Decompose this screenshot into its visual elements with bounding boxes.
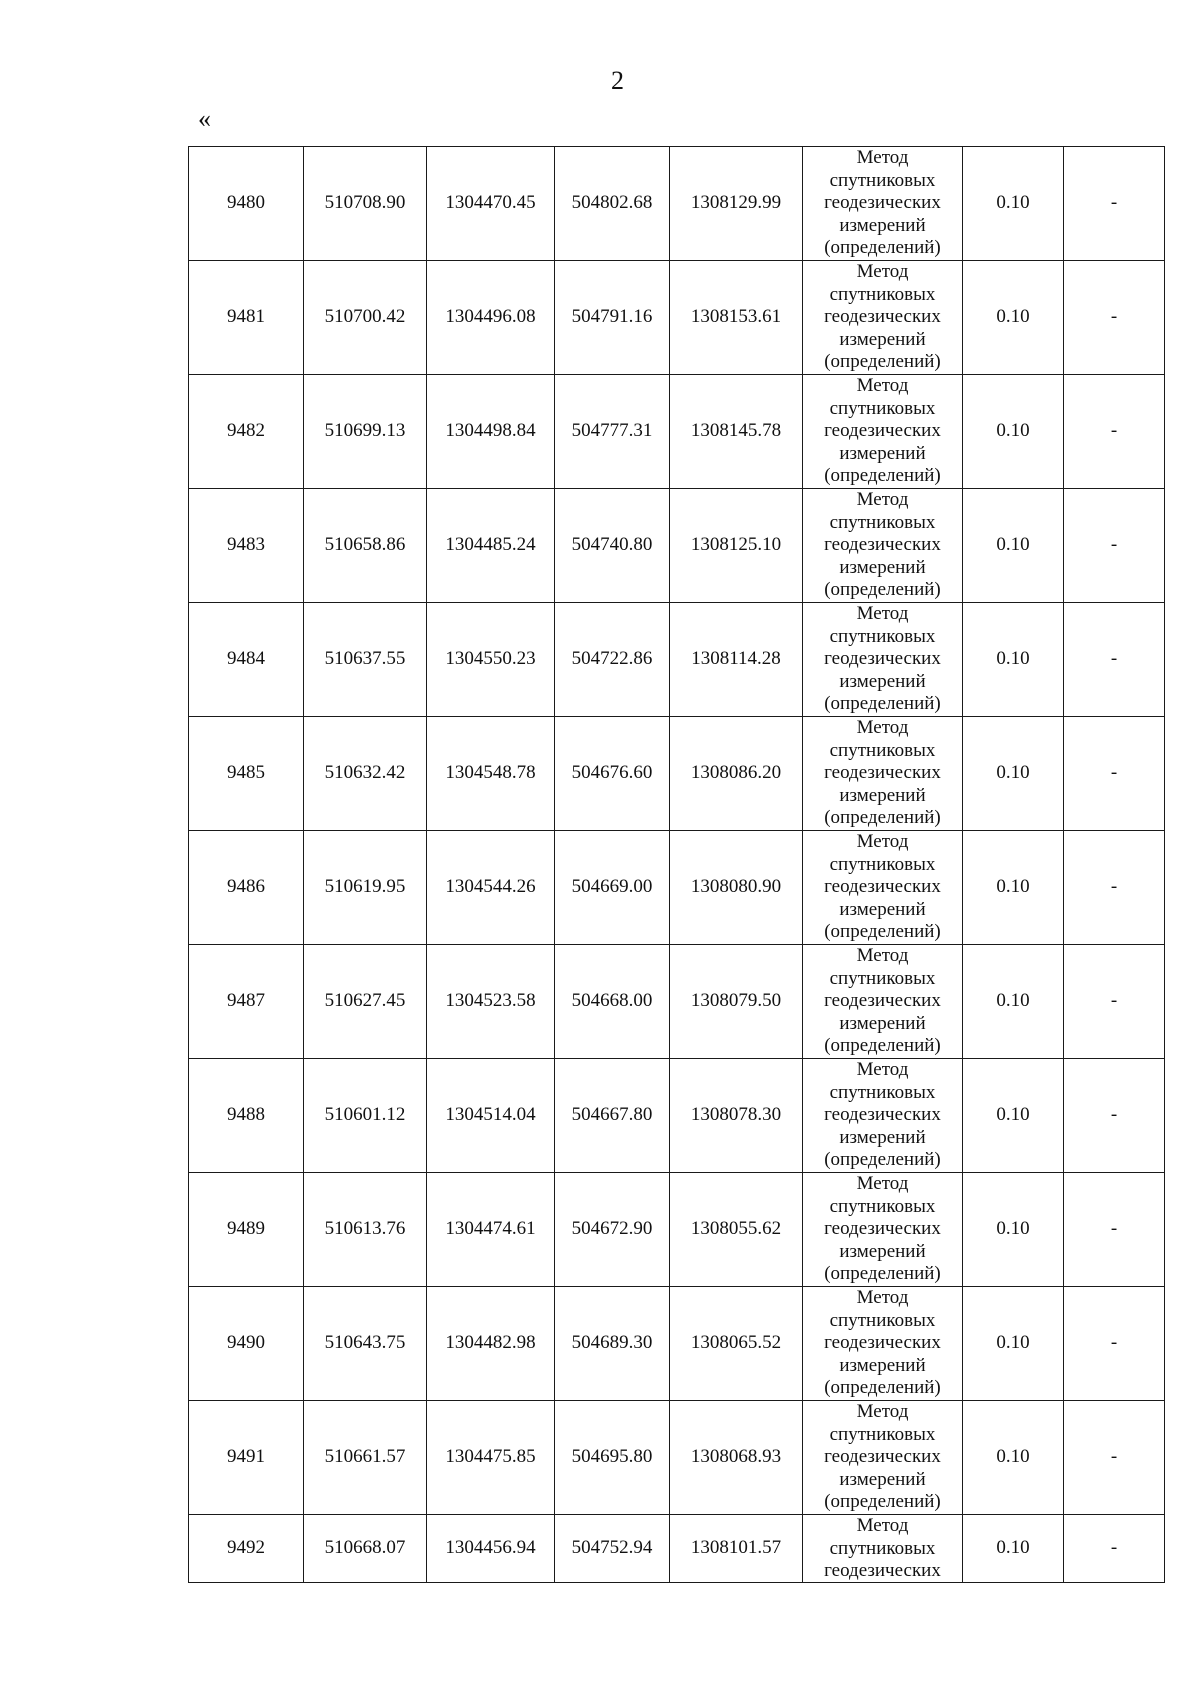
accuracy-cell: 0.10	[963, 603, 1064, 717]
x-coordinate-cell: 510627.45	[304, 945, 427, 1059]
method-line: Метод	[856, 831, 909, 853]
method-line: спутниковых	[829, 853, 936, 875]
y-coordinate-new-cell: 1308125.10	[670, 489, 803, 603]
y-coordinate-new-cell: 1308055.62	[670, 1173, 803, 1287]
method-line: измерений	[839, 784, 926, 806]
method-cell	[803, 831, 963, 945]
method-line: Метод	[856, 1401, 909, 1423]
method-cell	[803, 603, 963, 717]
note-cell: -	[1064, 1515, 1165, 1583]
table-row	[189, 945, 1165, 1059]
opening-quote-mark: «	[198, 104, 211, 133]
table-body	[189, 147, 1165, 1583]
accuracy-cell: 0.10	[963, 945, 1064, 1059]
method-cell	[803, 375, 963, 489]
x-coordinate-cell: 510632.42	[304, 717, 427, 831]
x-coordinate-cell: 510643.75	[304, 1287, 427, 1401]
note-cell: -	[1064, 147, 1165, 261]
method-line: (определений)	[824, 465, 941, 487]
method-line: измерений	[839, 1354, 926, 1376]
point-number-cell: 9488	[189, 1059, 304, 1173]
x-coordinate-cell: 510661.57	[304, 1401, 427, 1515]
accuracy-cell: 0.10	[963, 1515, 1064, 1583]
method-cell	[803, 1173, 963, 1287]
y-coordinate-cell: 1304550.23	[427, 603, 555, 717]
y-coordinate-cell: 1304470.45	[427, 147, 555, 261]
note-cell: -	[1064, 945, 1165, 1059]
accuracy-cell: 0.10	[963, 375, 1064, 489]
method-line: измерений	[839, 1012, 926, 1034]
y-coordinate-new-cell: 1308145.78	[670, 375, 803, 489]
method-line: (определений)	[824, 1491, 941, 1513]
method-line: измерений	[839, 328, 926, 350]
note-cell: -	[1064, 1287, 1165, 1401]
y-coordinate-new-cell: 1308078.30	[670, 1059, 803, 1173]
method-line: измерений	[839, 1468, 926, 1490]
y-coordinate-cell: 1304523.58	[427, 945, 555, 1059]
table-row	[189, 147, 1165, 261]
x-coordinate-new-cell: 504777.31	[555, 375, 670, 489]
method-line: геодезических	[824, 1104, 941, 1126]
method-line: измерений	[839, 556, 926, 578]
y-coordinate-cell: 1304548.78	[427, 717, 555, 831]
method-line: геодезических	[824, 1446, 941, 1468]
table-row	[189, 603, 1165, 717]
method-line: измерений	[839, 1126, 926, 1148]
y-coordinate-cell: 1304544.26	[427, 831, 555, 945]
note-cell: -	[1064, 375, 1165, 489]
method-cell	[803, 261, 963, 375]
method-line: Метод	[856, 147, 909, 169]
point-number-cell: 9487	[189, 945, 304, 1059]
point-number-cell: 9491	[189, 1401, 304, 1515]
method-line: спутниковых	[829, 967, 936, 989]
y-coordinate-cell: 1304496.08	[427, 261, 555, 375]
method-cell	[803, 717, 963, 831]
y-coordinate-cell: 1304485.24	[427, 489, 555, 603]
y-coordinate-new-cell: 1308065.52	[670, 1287, 803, 1401]
method-line: спутниковых	[829, 1081, 936, 1103]
point-number-cell: 9485	[189, 717, 304, 831]
accuracy-cell: 0.10	[963, 717, 1064, 831]
x-coordinate-cell: 510601.12	[304, 1059, 427, 1173]
method-line: измерений	[839, 670, 926, 692]
table-row	[189, 1287, 1165, 1401]
x-coordinate-cell: 510658.86	[304, 489, 427, 603]
x-coordinate-new-cell: 504672.90	[555, 1173, 670, 1287]
y-coordinate-cell: 1304482.98	[427, 1287, 555, 1401]
x-coordinate-cell: 510619.95	[304, 831, 427, 945]
point-number-cell: 9483	[189, 489, 304, 603]
x-coordinate-new-cell: 504676.60	[555, 717, 670, 831]
y-coordinate-cell: 1304514.04	[427, 1059, 555, 1173]
method-line: (определений)	[824, 1149, 941, 1171]
x-coordinate-cell: 510637.55	[304, 603, 427, 717]
method-line: геодезических	[824, 648, 941, 670]
method-line: спутниковых	[829, 1309, 936, 1331]
note-cell: -	[1064, 261, 1165, 375]
point-number-cell: 9492	[189, 1515, 304, 1583]
point-number-cell: 9489	[189, 1173, 304, 1287]
y-coordinate-cell: 1304474.61	[427, 1173, 555, 1287]
method-line: (определений)	[824, 1263, 941, 1285]
method-line: геодезических	[824, 306, 941, 328]
accuracy-cell: 0.10	[963, 489, 1064, 603]
method-line: спутниковых	[829, 169, 936, 191]
table-row	[189, 489, 1165, 603]
x-coordinate-new-cell: 504689.30	[555, 1287, 670, 1401]
accuracy-cell: 0.10	[963, 1401, 1064, 1515]
table-row	[189, 1515, 1165, 1583]
y-coordinate-new-cell: 1308068.93	[670, 1401, 803, 1515]
method-line: (определений)	[824, 579, 941, 601]
method-line: спутниковых	[829, 283, 936, 305]
y-coordinate-cell: 1304456.94	[427, 1515, 555, 1583]
point-number-cell: 9480	[189, 147, 304, 261]
x-coordinate-new-cell: 504667.80	[555, 1059, 670, 1173]
accuracy-cell: 0.10	[963, 147, 1064, 261]
method-line: Метод	[856, 1173, 909, 1195]
method-line: геодезических	[824, 1218, 941, 1240]
x-coordinate-new-cell: 504791.16	[555, 261, 670, 375]
table-row	[189, 1401, 1165, 1515]
method-line: геодезических	[824, 1332, 941, 1354]
method-cell	[803, 1515, 963, 1583]
y-coordinate-new-cell: 1308079.50	[670, 945, 803, 1059]
y-coordinate-new-cell: 1308080.90	[670, 831, 803, 945]
coordinates-table	[188, 146, 1165, 1583]
method-cell	[803, 1287, 963, 1401]
y-coordinate-cell: 1304475.85	[427, 1401, 555, 1515]
method-line: спутниковых	[829, 625, 936, 647]
accuracy-cell: 0.10	[963, 1059, 1064, 1173]
method-line: (определений)	[824, 807, 941, 829]
table-row	[189, 717, 1165, 831]
method-line: Метод	[856, 261, 909, 283]
method-line: геодезических	[824, 420, 941, 442]
method-line: Метод	[856, 1059, 909, 1081]
method-line: спутниковых	[829, 397, 936, 419]
x-coordinate-new-cell: 504669.00	[555, 831, 670, 945]
point-number-cell: 9482	[189, 375, 304, 489]
method-line: измерений	[839, 898, 926, 920]
method-line: геодезических	[824, 192, 941, 214]
method-line: (определений)	[824, 1035, 941, 1057]
method-line: (определений)	[824, 921, 941, 943]
x-coordinate-cell: 510668.07	[304, 1515, 427, 1583]
method-line: (определений)	[824, 351, 941, 373]
method-cell	[803, 489, 963, 603]
method-line: спутниковых	[829, 511, 936, 533]
point-number-cell: 9490	[189, 1287, 304, 1401]
x-coordinate-new-cell: 504740.80	[555, 489, 670, 603]
method-line: Метод	[856, 489, 909, 511]
y-coordinate-new-cell: 1308114.28	[670, 603, 803, 717]
y-coordinate-cell: 1304498.84	[427, 375, 555, 489]
note-cell: -	[1064, 717, 1165, 831]
note-cell: -	[1064, 1173, 1165, 1287]
method-line: (определений)	[824, 693, 941, 715]
method-line: (определений)	[824, 1377, 941, 1399]
x-coordinate-cell: 510613.76	[304, 1173, 427, 1287]
point-number-cell: 9481	[189, 261, 304, 375]
y-coordinate-new-cell: 1308101.57	[670, 1515, 803, 1583]
accuracy-cell: 0.10	[963, 1287, 1064, 1401]
page-number: 2	[611, 66, 624, 95]
method-line: геодезических	[824, 990, 941, 1012]
method-line: спутниковых	[829, 739, 936, 761]
method-line: измерений	[839, 214, 926, 236]
accuracy-cell: 0.10	[963, 1173, 1064, 1287]
note-cell: -	[1064, 1401, 1165, 1515]
point-number-cell: 9486	[189, 831, 304, 945]
method-line: геодезических	[824, 876, 941, 898]
y-coordinate-new-cell: 1308086.20	[670, 717, 803, 831]
x-coordinate-cell: 510708.90	[304, 147, 427, 261]
method-line: спутниковых	[829, 1195, 936, 1217]
method-cell	[803, 945, 963, 1059]
method-cell	[803, 1059, 963, 1173]
table-row	[189, 261, 1165, 375]
point-number-cell: 9484	[189, 603, 304, 717]
method-line: геодезических	[824, 534, 941, 556]
note-cell: -	[1064, 1059, 1165, 1173]
method-line: Метод	[856, 945, 909, 967]
x-coordinate-cell: 510699.13	[304, 375, 427, 489]
x-coordinate-new-cell: 504802.68	[555, 147, 670, 261]
method-line: Метод	[856, 1287, 909, 1309]
note-cell: -	[1064, 603, 1165, 717]
method-line: Метод	[856, 603, 909, 625]
method-line: Метод	[856, 1515, 909, 1536]
method-cell	[803, 1401, 963, 1515]
table-row	[189, 831, 1165, 945]
x-coordinate-new-cell: 504695.80	[555, 1401, 670, 1515]
method-line: спутниковых	[829, 1537, 936, 1559]
y-coordinate-new-cell: 1308153.61	[670, 261, 803, 375]
y-coordinate-new-cell: 1308129.99	[670, 147, 803, 261]
method-line: измерений	[839, 1240, 926, 1262]
method-line: геодезических	[824, 762, 941, 784]
method-line: (определений)	[824, 237, 941, 259]
x-coordinate-cell: 510700.42	[304, 261, 427, 375]
table-row	[189, 375, 1165, 489]
accuracy-cell: 0.10	[963, 831, 1064, 945]
accuracy-cell: 0.10	[963, 261, 1064, 375]
method-line: геодезических	[824, 1560, 941, 1581]
method-line: измерений	[839, 442, 926, 464]
note-cell: -	[1064, 489, 1165, 603]
method-line: спутниковых	[829, 1423, 936, 1445]
table-row	[189, 1173, 1165, 1287]
note-cell: -	[1064, 831, 1165, 945]
method-cell	[803, 147, 963, 261]
table-row	[189, 1059, 1165, 1173]
method-line: Метод	[856, 375, 909, 397]
x-coordinate-new-cell: 504722.86	[555, 603, 670, 717]
x-coordinate-new-cell: 504668.00	[555, 945, 670, 1059]
x-coordinate-new-cell: 504752.94	[555, 1515, 670, 1583]
method-line: Метод	[856, 717, 909, 739]
